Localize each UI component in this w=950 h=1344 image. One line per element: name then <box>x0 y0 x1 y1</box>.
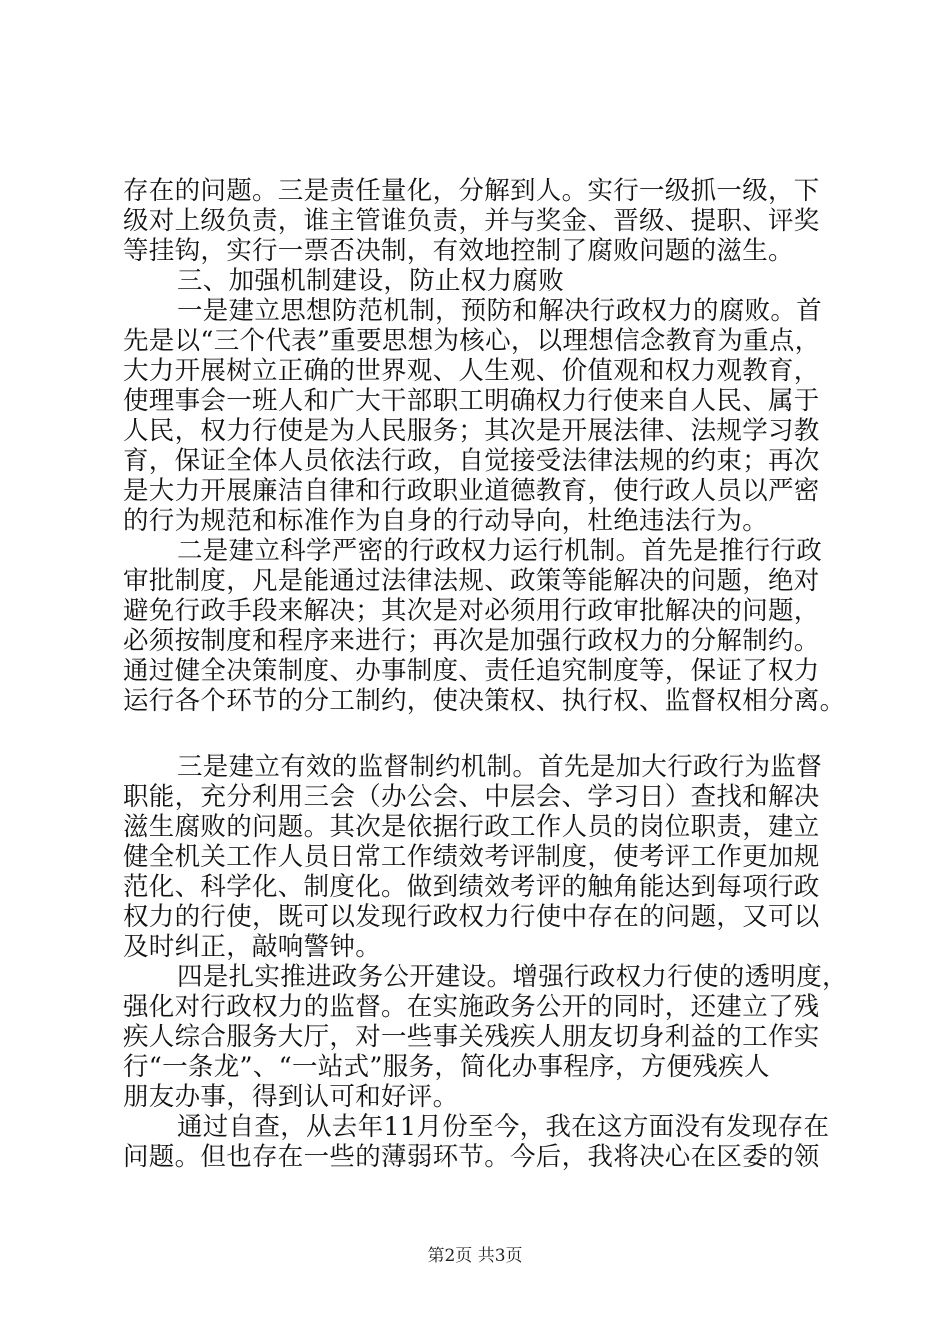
body-text-line: 通过健全决策制度、办事制度、责任追究制度等，保证了权力 <box>123 656 820 686</box>
body-text-line: 职能，充分利用三会（办公会、中层会、学习日）查找和解决 <box>123 782 820 812</box>
body-text-line: 大力开展树立正确的世界观、人生观、价值观和权力观教育， <box>123 356 820 386</box>
body-text-line: 健全机关工作人员日常工作绩效考评制度，使考评工作更加规 <box>123 842 820 872</box>
body-text-line: 朋友办事，得到认可和好评。 <box>123 1082 459 1112</box>
page-number-footer: 第2页 共3页 <box>427 1246 523 1266</box>
body-text-line: 三是建立有效的监督制约机制。首先是加大行政行为监督 <box>177 752 823 782</box>
body-text-line: 二是建立科学严密的行政权力运行机制。首先是推行行政 <box>177 536 823 566</box>
body-text-line: 等挂钩，实行一票否决制，有效地控制了腐败问题的滋生。 <box>123 236 794 266</box>
body-text-line: 育，保证全体人员依法行政，自觉接受法律法规的约束；再次 <box>123 446 820 476</box>
body-text-line: 审批制度，凡是能通过法律法规、政策等能解决的问题，绝对 <box>123 566 820 596</box>
body-text-line: 行“一条龙”、“一站式”服务，简化办事程序，方便残疾人 <box>123 1052 770 1082</box>
body-text-line: 的行为规范和标准作为自身的行动导向，杜绝违法行为。 <box>123 506 769 536</box>
body-text-line: 人民，权力行使是为人民服务；其次是开展法律、法规学习教 <box>123 416 820 446</box>
body-text-line: 滋生腐败的问题。其次是依据行政工作人员的岗位职责，建立 <box>123 812 820 842</box>
body-text-line: 一是建立思想防范机制，预防和解决行政权力的腐败。首 <box>177 296 823 326</box>
body-text-line: 是大力开展廉洁自律和行政职业道德教育，使行政人员以严密 <box>123 476 820 506</box>
body-text-line: 使理事会一班人和广大干部职工明确权力行使来自人民、属于 <box>123 386 820 416</box>
body-text-line: 问题。但也存在一些的薄弱环节。今后，我将决心在区委的领 <box>123 1142 820 1172</box>
body-text-line: 通过自查，从去年11月份至今，我在这方面没有发现存在 <box>177 1112 830 1142</box>
body-text-line: 强化对行政权力的监督。在实施政务公开的同时，还建立了残 <box>123 992 820 1022</box>
body-text-line: 级对上级负责，谁主管谁负责，并与奖金、晋级、提职、评奖 <box>123 206 820 236</box>
body-text-line: 存在的问题。三是责任量化，分解到人。实行一级抓一级，下 <box>123 176 820 206</box>
body-text-line: 权力的行使，既可以发现行政权力行使中存在的问题，又可以 <box>123 902 820 932</box>
body-text-line: 运行各个环节的分工制约，使决策权、执行权、监督权相分离。 <box>123 686 846 716</box>
section-heading: 三、加强机制建设，防止权力腐败 <box>177 266 565 296</box>
body-text-line: 疾人综合服务大厅，对一些事关残疾人朋友切身利益的工作实 <box>123 1022 820 1052</box>
body-text-line: 必须按制度和程序来进行；再次是加强行政权力的分解制约。 <box>123 626 820 656</box>
body-text-line: 四是扎实推进政务公开建设。增强行政权力行使的透明度， <box>177 962 848 992</box>
body-text-line: 及时纠正，敲响警钟。 <box>123 932 382 962</box>
body-text-line: 避免行政手段来解决；其次是对必须用行政审批解决的问题， <box>123 596 820 626</box>
body-text-line: 范化、科学化、制度化。做到绩效考评的触角能达到每项行政 <box>123 872 820 902</box>
body-text-line: 先是以“三个代表”重要思想为核心，以理想信念教育为重点， <box>123 326 821 356</box>
